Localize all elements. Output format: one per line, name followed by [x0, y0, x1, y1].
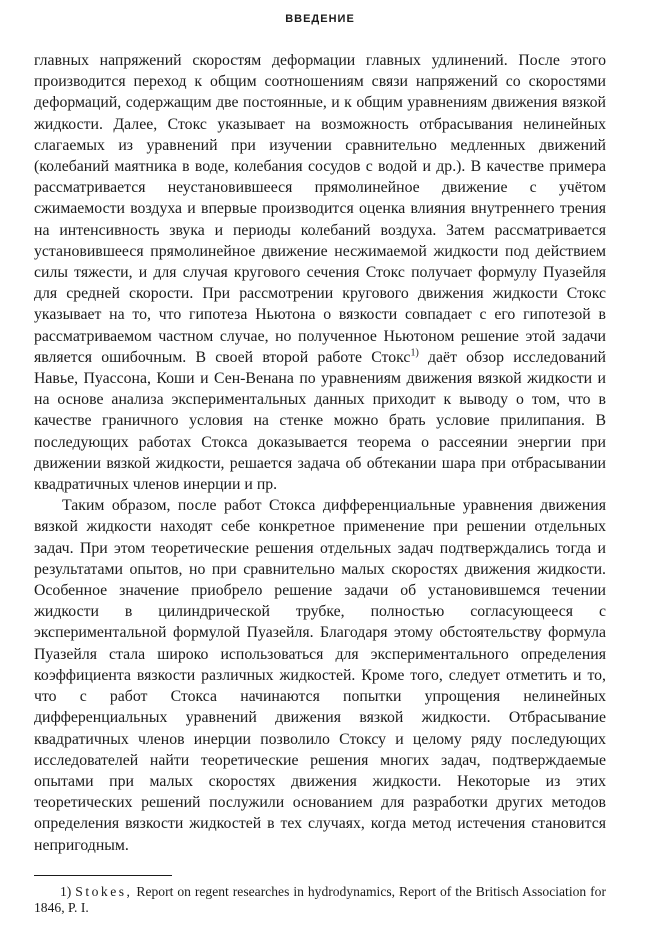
paragraph-text: главных напряжений скоростям деформации главных удлинений. После этого производится переход к общим соотношениям связи напряжений со скоростями деформаций, содержащим две постоянные, и к общим уравнениям движения вязкой жидкости. Далее, Стокс указывает на возможность отбрасывания нелинейных слагаемых из уравнений при изучении сравнительно медленных движений (колебаний маятника в воде, колебания сосудов с водой и др.). В качестве примера рассматривается неустановившееся прямолинейное движение с учётом сжимаемости воздуха и впервые производится оценка влияния внутреннего трения на интенсивность звука и периоды колебаний воздуха. Затем рассматривается установившееся прямолинейное движение несжимаемой жидкости под действием силы тяжести, и для случая кругового сечения Стокс получает формулу Пуазейля для средней скорости. При рассмотрении кругового движения жидкости Стокс указывает на то, что гипотеза Ньютона о вязкости совпадает с его гипотезой в рассматриваемом частном случае, но полученное Ньютоном решение этой задачи является ошибочным. В своей второй работе Стокс	[34, 52, 606, 366]
footnote-number: 1)	[60, 883, 72, 899]
running-title: ВВЕДЕНИЕ	[285, 13, 355, 25]
footnote-reference: 1)	[410, 347, 419, 359]
paragraph-text: даёт обзор исследований Навье, Пуассона, Коши и Сен-Венана по уравнениям движения вязкой жидкости и на основе анализа экспериментальных данных приходит к выводу о том, что в качестве граничного условия на стенке можно брать условие прилипания. В последующих работах Стокса доказывается теорема о рассеянии энергии при движении вязкой жидкости, решается задача об обтекании шара при отбрасывании квадратичных членов инерции и пр.	[34, 348, 606, 494]
paragraph-stokes-works	[34, 50, 606, 495]
footnote	[34, 884, 606, 916]
footnote-text: Report on regent researches in hydrodynamics, Report of the Britisch Association for 1846, P. I.	[34, 883, 606, 915]
footnote-author: Stokes,	[75, 883, 133, 899]
paragraph-applications: Таким образом, после работ Стокса дифференциальные уравнения движения вязкой жидкости находят себе конкретное применение при решении отдельных задач. При этом теоретические решения отдельных задач подтверждались тогда и результатами опытов, но при сравнительно малых скоростях движения жидкости. Особенное значение приобрело решение задачи об установившемся течении жидкости в цилиндрической трубке, полностью согласующееся с экспериментальной формулой Пуазейля. Благодаря этому обстоятельству формула Пуазейля стала широко использоваться для экспериментального определения коэффициента вязкости различных жидкостей. Кроме того, следует отметить и то, что с работ Стокса начинаются попытки упрощения нелинейных дифференциальных уравнений движения вязкой жидкости. Отбрасывание квадратичных членов инерции позволило Стоксу и целому ряду последующих исследователей найти теоретические решения многих задач, подтверждаемые опытами при малых скоростях движения жидкости. Некоторые из этих теоретических решений послужили основанием для разработки других методов определения вязкости жидкостей в тех случаях, когда метод истечения становится непригодным.	[34, 497, 606, 854]
document-page	[34, 12, 606, 916]
footnote-divider	[34, 875, 172, 876]
